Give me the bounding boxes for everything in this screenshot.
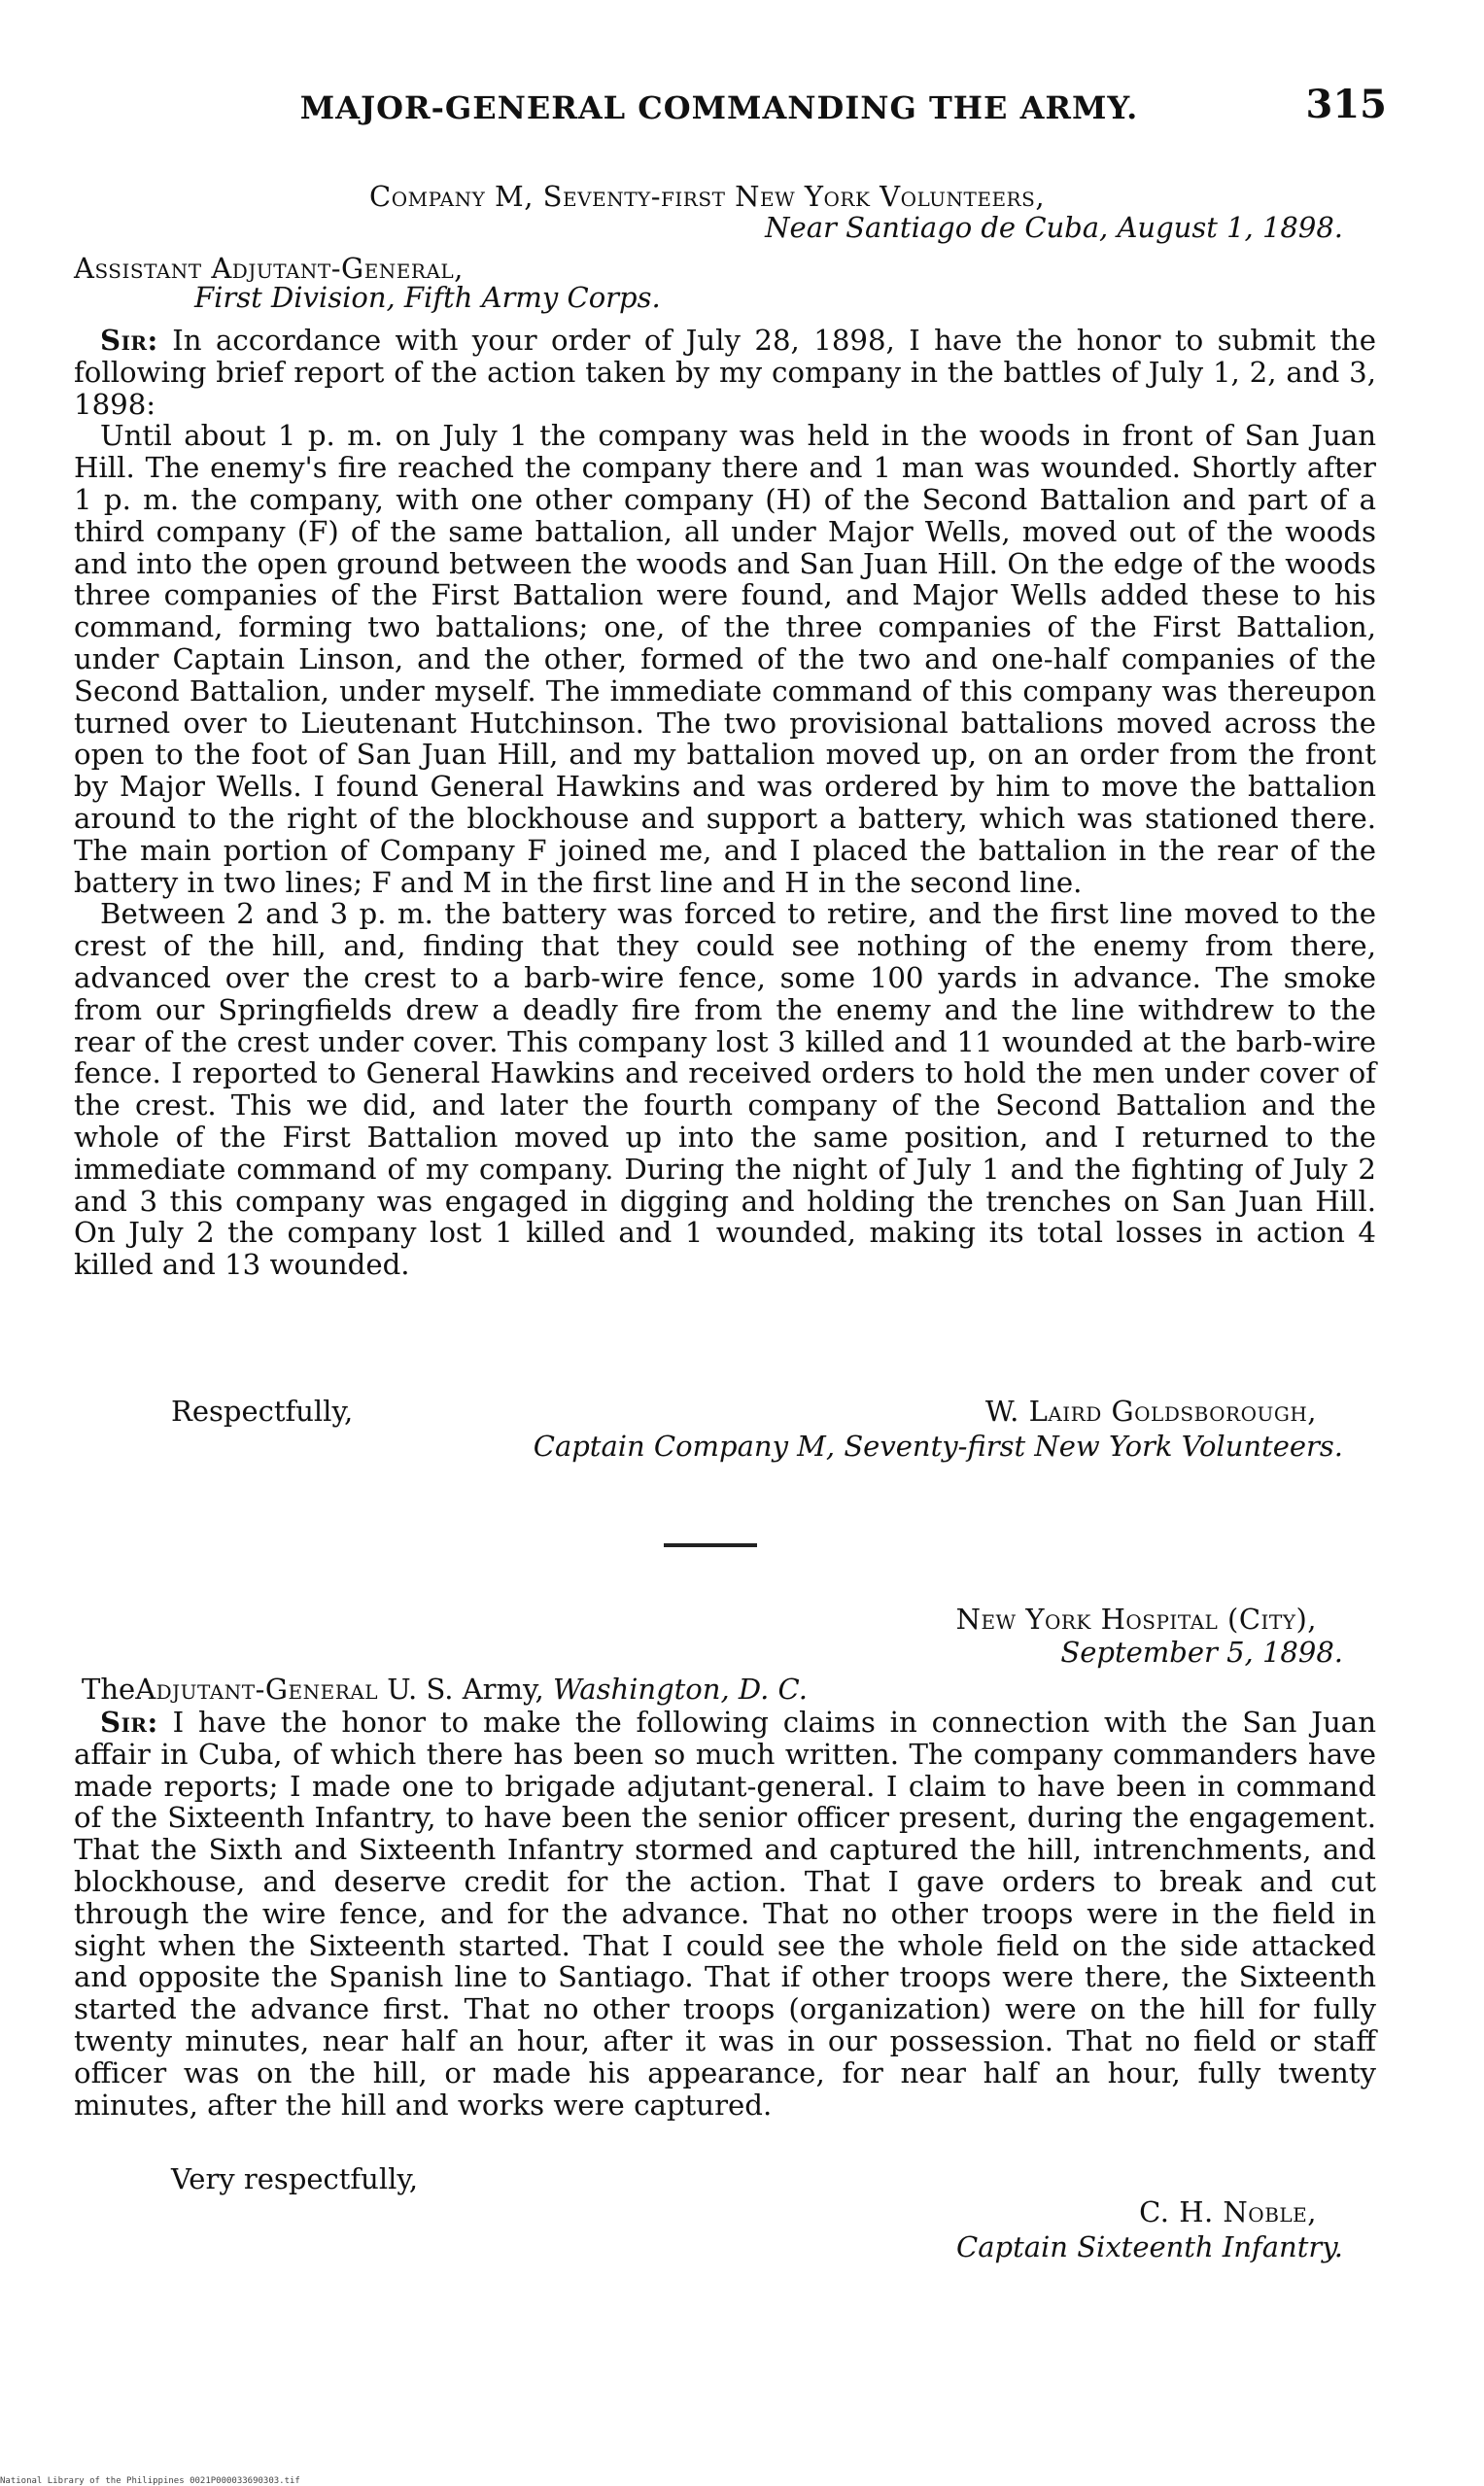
letter1-paragraph: Until about 1 p. m. on July 1 the company was held in the woods in front of San Juan Hill. The enemy's fire reached the company there and 1 man was wounded. Shortly after 1 p. m. the company, with one other company (H) of the Second Battalion and part of a third company (F) of the same battalion, all under Major Wells, moved out of the woods and into the open ground between the woods and San Juan Hill. On the edge of the woods three companies of the First Battalion were found, and Major Wells added these to his command, forming two battalions; one, of the three companies of the First Battalion, under Captain Linson, and the other, formed of the two and one-half companies of the Second Battalion, under myself. The immediate command of this company was thereupon turned over to Lieutenant Hutchinson. The two provisional battalions moved across the open to the foot of San Juan Hill, and my battalion moved up, on an order from the front by Major Wells. I found General Hawkins and was ordered by him to move the battalion around to the right of the blockhouse and support a battery, which was stationed there. The main portion of Company F joined me, and I placed the battalion in the rear of the battery in two lines; F and M in the first line and H in the second line. [74, 419, 1376, 899]
letter1-closing: Respectfully, [171, 1395, 354, 1428]
letter2-closing: Very respectfully, [171, 2162, 419, 2195]
running-title: MAJOR-GENERAL COMMANDING THE ARMY. [299, 89, 1139, 126]
letter2-signature: C. H. Noble, [1139, 2195, 1317, 2228]
letter2-date: September 5, 1898. [1060, 1636, 1343, 1669]
page-number: 315 [1305, 82, 1387, 127]
letter1-salutation: Sir: [100, 324, 158, 357]
letter1-place-date: Near Santiago de Cuba, August 1, 1898. [765, 211, 1343, 244]
letter1-heading: Company M, Seventy-first New York Volunteers, [369, 180, 1046, 213]
letter1-paragraph: Between 2 and 3 p. m. the battery was forced to retire, and the first line moved to the crest of the hill, and, finding that they could see nothing of the enemy from there, advanced over the crest to a barb-wire fence, some 100 yards in advance. The smoke from our Springfields drew a deadly fire from the enemy and the line withdrew to the rear of the crest under cover. This company lost 3 killed and 11 wounded at the barb-wire fence. I reported to General Hawkins and received orders to hold the men under cover of the crest. This we did, and later the fourth company of the Second Battalion and the whole of the First Battalion moved up into the same position, and I returned to the immediate command of my company. During the night of July 1 and the fighting of July 2 and 3 this company was engaged in digging and holding the trenches on San Juan Hill. On July 2 the company lost 1 killed and 1 wounded, making its total losses in action 4 killed and 13 wounded. [74, 897, 1376, 1282]
letter2-addressee: TheAdjutant-General U. S. Army, Washington, D. C. [82, 1673, 808, 1706]
letter2-body [74, 1707, 1376, 2121]
letter2-salutation: Sir: [100, 1706, 158, 1739]
letter1-signature: W. Laird Goldsborough, [984, 1395, 1317, 1428]
letter2-paragraph: Sir: I have the honor to make the following claims in connection with the San Juan affair in Cuba, of which there has been so much written. The company commanders have made reports; I made one to brigade adjutant-general. I claim to have been in command of the Sixteenth Infantry, to have been the senior officer present, during the engagement. That the Sixth and Sixteenth Infantry stormed and captured the hill, intrenchments, and blockhouse, and deserve credit for the action. That I gave orders to break and cut through the wire fence, and for the advance. That no other troops were in the field in sight when the Sixteenth started. That I could see the whole field on the side attacked and opposite the Spanish line to Santiago. That if other troops were there, the Sixteenth started the advance first. That no other troops (organization) were on the hill for fully twenty minutes, near half an hour, after it was in our possession. That no field or staff officer was on the hill, or made his appearance, for near half an hour, fully twenty minutes, after the hill and works were captured. [74, 1706, 1376, 2122]
letter1-addressee: Assistant Adjutant-General, [74, 252, 464, 285]
section-divider [664, 1543, 757, 1547]
letter1-body [74, 325, 1376, 1281]
letter2-signature-title: Captain Sixteenth Infantry. [956, 2230, 1343, 2263]
scan-footer: National Library of the Philippines 0021P000033690303.tif [0, 2476, 300, 2486]
letter2-heading: New York Hospital (City), [955, 1603, 1317, 1636]
letter1-paragraph: Sir: In accordance with your order of July 28, 1898, I have the honor to submit the following brief report of the action taken by my company in the battles of July 1, 2, and 3, 1898: [74, 324, 1377, 421]
letter1-signature-title: Captain Company M, Seventy-first New York Volunteers. [533, 1430, 1343, 1463]
letter1-addressee-unit: First Division, Fifth Army Corps. [194, 281, 661, 314]
